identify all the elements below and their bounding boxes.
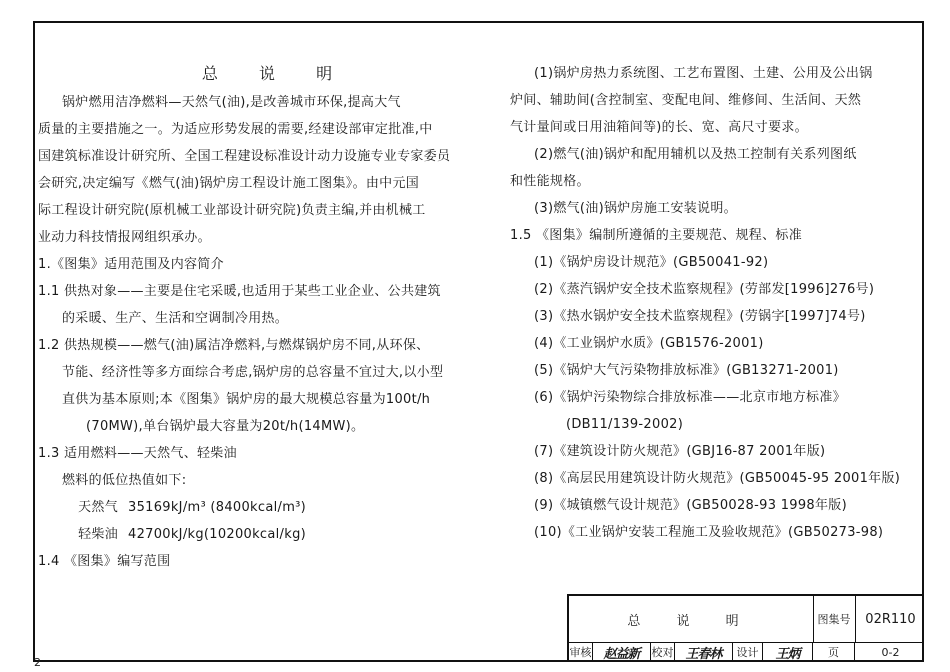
text-line: (3)《热水锅炉安全技术监察规程》(劳锅字[1997]74号) [534,309,866,324]
title-block-title: 总 说 明 [569,596,814,642]
text-line: 气计量间或日用油箱间等)的长、宽、高尺寸要求。 [510,120,808,135]
check-label: 校对 [651,642,675,662]
fuel-name: 轻柴油 [78,527,118,542]
text-line: 和性能规格。 [510,174,590,189]
text-line: 节能、经济性等多方面综合考虑,锅炉房的总容量不宜过大,以小型 [62,365,444,380]
text-line: 1.2 供热规模——燃气(油)属洁净燃料,与燃煤锅炉房不同,从环保、 [38,338,430,353]
text-line: 1.3 适用燃料——天然气、轻柴油 [38,446,237,461]
text-line: (7)《建筑设计防火规范》(GBJ16-87 2001年版) [534,444,826,459]
text-line: (2)《蒸汽锅炉安全技术监察规程》(劳部发[1996]276号) [534,282,875,297]
right-body [510,60,910,546]
title-block-header [569,596,924,643]
fuel-name: 天然气 [78,500,118,515]
text-line: (DB11/139-2002) [566,417,684,432]
text-line: (2)燃气(油)锅炉和配用辅机以及热工控制有关系列图纸 [534,147,857,162]
page-label: 页 [813,642,855,662]
text-line: 际工程设计研究院(原机械工业部设计研究院)负责主编,并由机械工 [38,203,426,218]
section-heading: 1.4 《图集》编写范围 [38,554,171,569]
document-title: 总 说 明 [201,64,351,83]
text-line: 会研究,决定编写《燃气(油)锅炉房工程设计施工图集》。由中元国 [38,176,420,191]
text-line: (70MW),单台锅炉最大容量为20t/h(14MW)。 [86,419,365,434]
text-line: (1)《锅炉房设计规范》(GB50041-92) [534,255,769,270]
text-line: (1)锅炉房热力系统图、工艺布置图、土建、公用及公出锅 [534,66,873,81]
design-signature: 王炳 [763,642,813,662]
text-line: 燃料的低位热值如下: [62,473,187,488]
page-corner-number: 2 [34,656,41,669]
signature-row [569,642,924,662]
text-line: 的采暖、生产、生活和空调制冷用热。 [62,311,289,326]
text-line: 1.5 《图集》编制所遵循的主要规范、规程、标准 [510,228,803,243]
atlas-number-value: 02R110 [865,611,916,627]
text-line: (4)《工业锅炉水质》(GB1576-2001) [534,336,764,351]
text-line: (10)《工业锅炉安装工程施工及验收规范》(GB50273-98) [534,525,884,540]
check-signature: 王春林 [675,642,733,662]
text-line: 1.1 供热对象——主要是住宅采暖,也适用于某些工业企业、公共建筑 [38,284,441,299]
text-line: (3)燃气(油)锅炉房施工安装说明。 [534,201,737,216]
right-column [510,60,910,546]
review-signature: 赵益新 [593,642,651,662]
page-value: 0-2 [881,645,900,659]
text-line: 业动力科技情报网组织承办。 [38,230,211,245]
fuel-table [38,494,498,548]
fuel-heating-value: 42700kJ/kg(10200kcal/kg) [128,527,306,542]
text-line: (9)《城镇燃气设计规范》(GB50028-93 1998年版) [534,498,847,513]
text-line: 国建筑标准设计研究所、全国工程建设标准设计动力设施专业专家委员 [38,149,451,164]
text-line: 直供为基本原则;本《图集》锅炉房的最大规模总容量为100t/h [62,392,431,407]
title-block [567,594,924,662]
text-line: (5)《锅炉大气污染物排放标准》(GB13271-2001) [534,363,839,378]
fuel-row [38,521,498,548]
left-body [38,89,498,494]
design-label: 设计 [733,642,763,662]
left-column [38,60,498,575]
text-line: (6)《锅炉污染物综合排放标准——北京市地方标准》 [534,390,846,405]
text-line: 锅炉燃用洁净燃料—天然气(油),是改善城市环保,提高大气 [62,95,401,110]
text-line: 1.《图集》适用范围及内容简介 [38,257,224,272]
fuel-row [38,494,498,521]
review-label: 审核 [569,642,593,662]
fuel-heating-value: 35169kJ/m³ (8400kcal/m³) [128,500,307,515]
text-line: (8)《高层民用建筑设计防火规范》(GB50045-95 2001年版) [534,471,901,486]
text-line: 炉间、辅助间(含控制室、变配电间、维修间、生活间、天然 [510,93,862,108]
text-line: 质量的主要措施之一。为适应形势发展的需要,经建设部审定批准,中 [38,122,433,137]
atlas-number-label: 图集号 [813,596,856,642]
